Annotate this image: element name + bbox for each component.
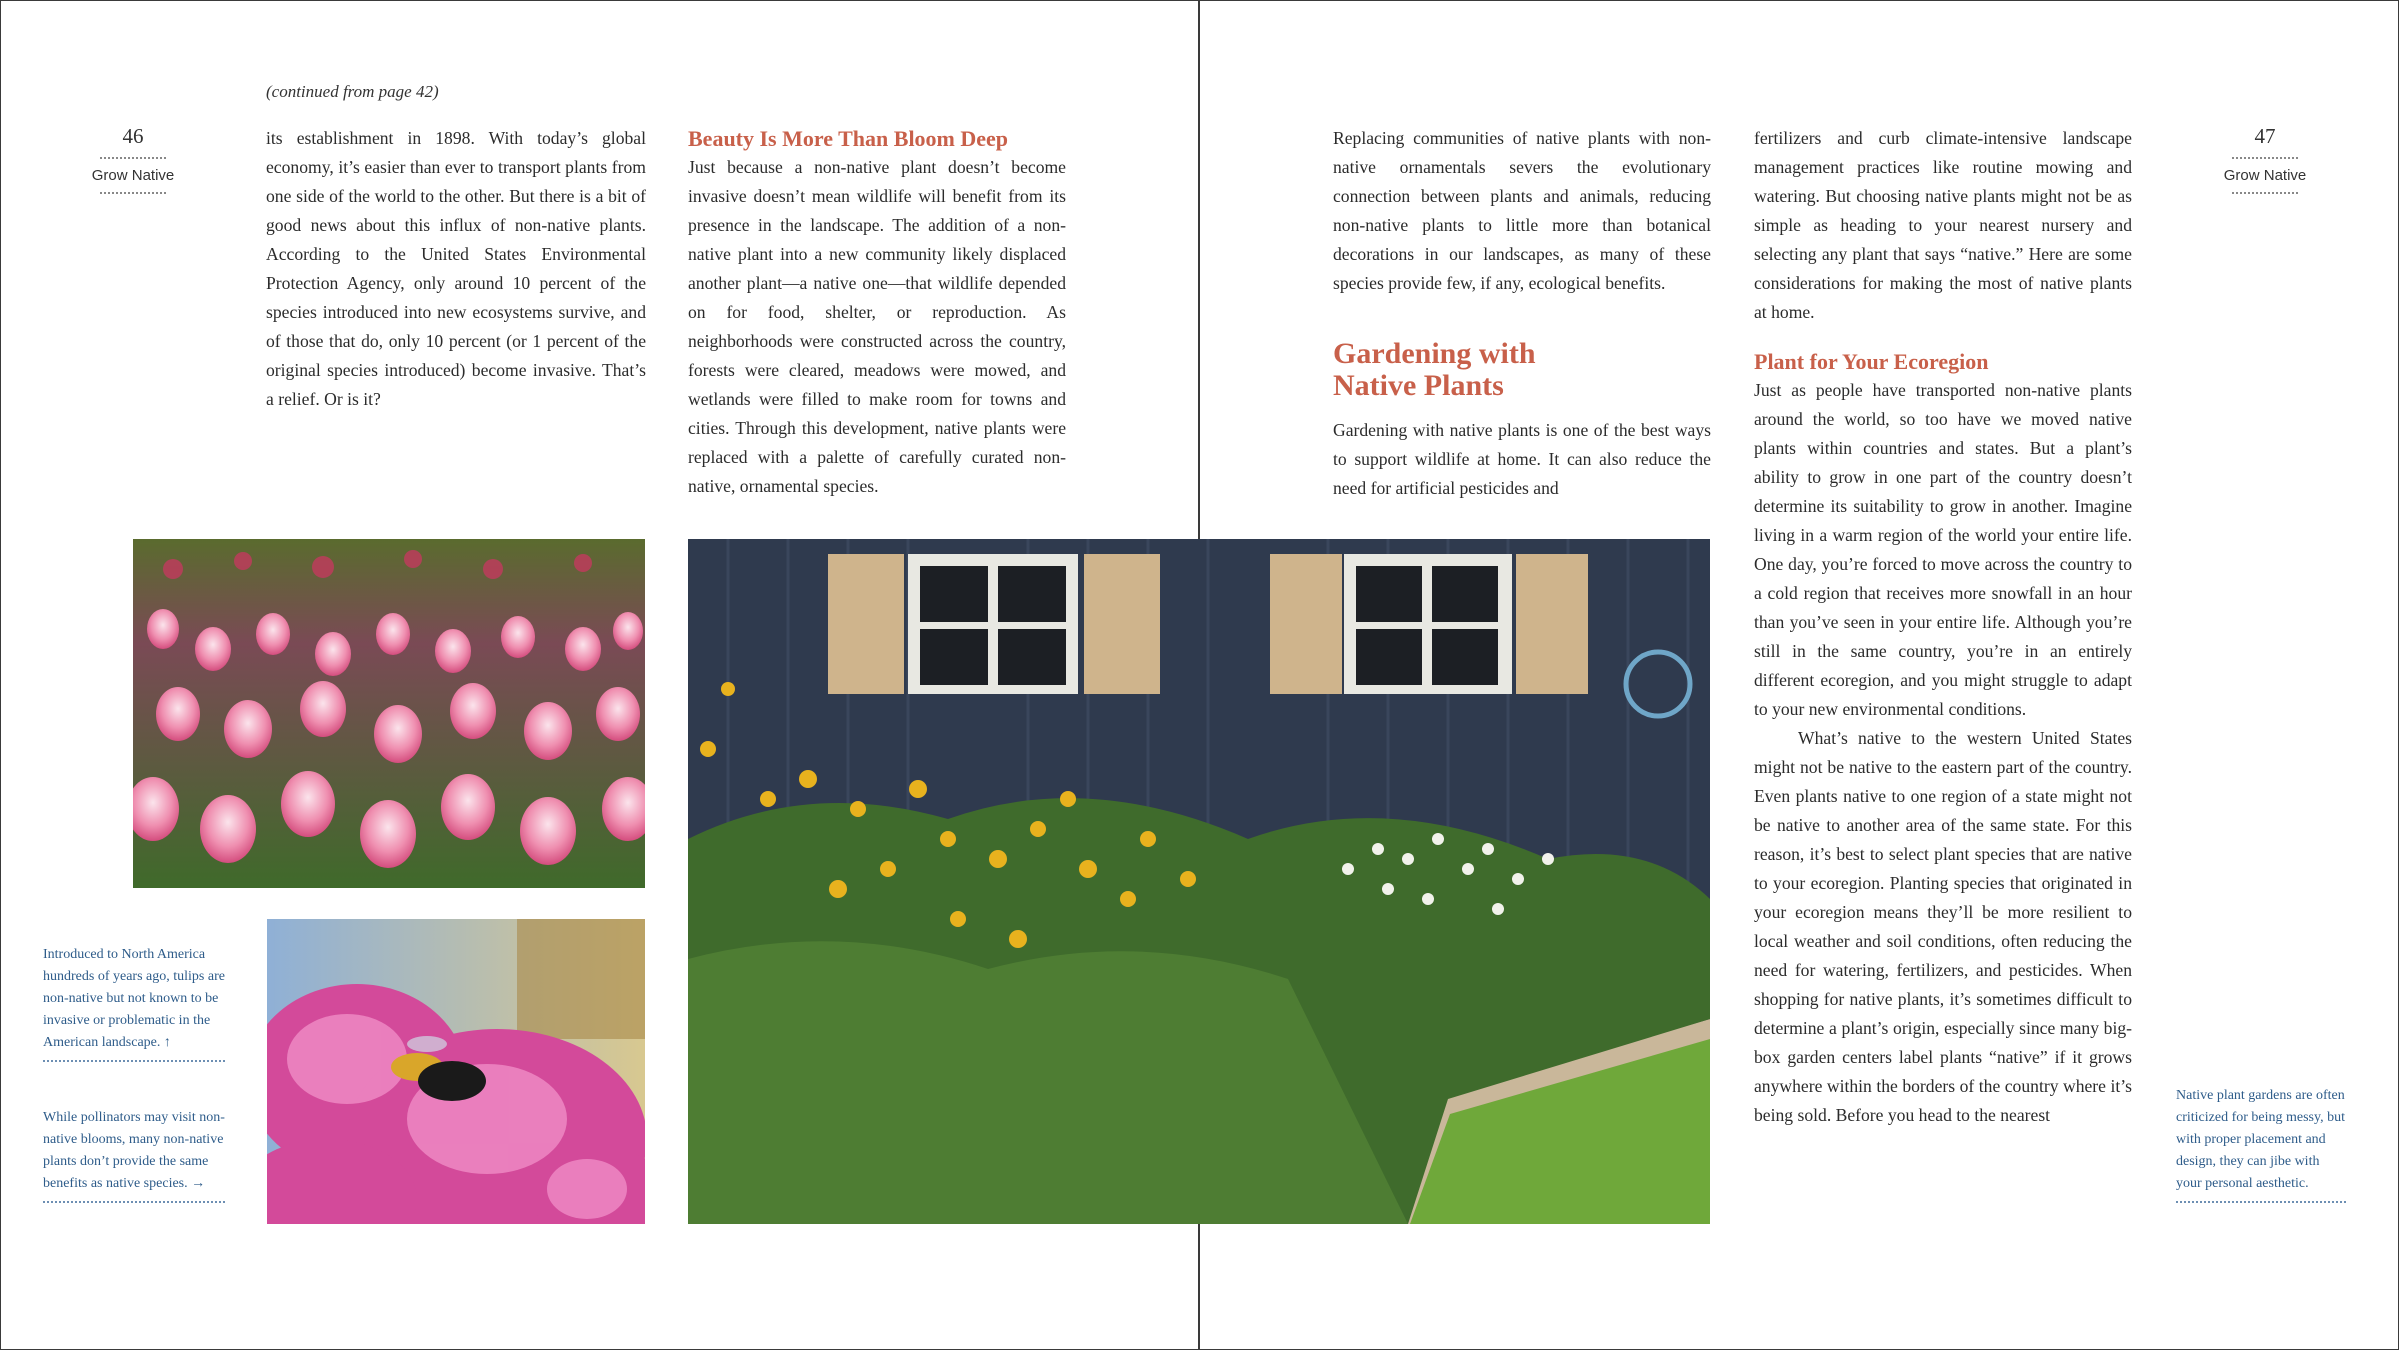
tulip-caption <box>43 944 225 1062</box>
left-column-2 <box>688 124 1066 501</box>
subheading: Plant for Your Ecoregion <box>1754 349 1989 374</box>
left-column-1 <box>266 124 646 414</box>
garden-photo <box>688 539 1710 1224</box>
body-text: Gardening with native plants is one of the best ways to support wildlife at home. It can also reduce the need for artificial pesticides and <box>1333 420 1711 498</box>
left-folio <box>58 124 208 194</box>
right-folio <box>2190 124 2340 194</box>
tulip-photo <box>133 539 645 888</box>
continued-note: (continued from page 42) <box>266 82 439 101</box>
body-text: Replacing communities of native plants with non-native ornamentals severs the evolutionary connection between plants and animals, reducing non-native plants to little more than botanical decorations in our landscapes, as many of these species provide few, if any, ecological benefits. <box>1333 128 1711 293</box>
page-number: 46 <box>122 124 144 148</box>
section-heading: Gardening with Native Plants <box>1333 337 1536 402</box>
body-text: Just because a non-native plant doesn’t become invasive doesn’t mean wildlife will benefit from its presence in the landscape. The addition of a non-native plant into a new community likely displaced another plant—a native one—that wildlife depended on for food, shelter, or reproduction. As neighborhoods were constructed across the country, forests were cleared, meadows were mowed, and wetlands were filled to make room for towns and cities. Through this development, native plants were replaced with a palette of carefully curated non-native, ornamental species. <box>688 157 1066 496</box>
right-column-1 <box>1333 124 1711 298</box>
page-number: 47 <box>2254 124 2276 148</box>
right-column-1-continued <box>1333 416 1711 503</box>
body-text: Just as people have transported non-native plants around the world, so too have we moved native plants within countries and states. But a plant’s ability to grow in one part of the country doesn’t determine its suitability to grow in another. Imagine living in a warm region of the world your entire life. One day, you’re forced to move across the country to a cold region that receives more snowfall in an hour than you’ve seen in your entire life. Although you’re still in the same country, you’re in an entirely different ecoregion, and you might struggle to adapt to your new environmental conditions. <box>1754 380 2132 719</box>
bee-caption <box>43 1107 225 1203</box>
running-head: Grow Native <box>91 167 175 184</box>
subheading: Beauty Is More Than Bloom Deep <box>688 126 1009 151</box>
caption-text: Introduced to North America hundreds of years ago, tulips are non-native but not known to be invasive or problematic in the American landscape. ↑ <box>43 947 225 1050</box>
right-column-2 <box>1754 124 2132 1130</box>
running-head: Grow Native <box>2223 167 2307 184</box>
bee-on-dahlia-photo <box>267 919 645 1224</box>
caption-text: Native plant gardens are often criticized for being messy, but with proper placement and design, they can jibe with your personal aesthetic. <box>2176 1088 2345 1191</box>
body-text: its establishment in 1898. With today’s global economy, it’s easier than ever to transport plants from one side of the world to the other. But there is a bit of good news about this influx of non-native plants. According to the United States Environmental Protection Agency, only around 10 percent of the species introduced into new ecosystems survive, and of those that do, only 10 percent (or 1 percent of the original species introduced) become invasive. That’s a relief. Or is it? <box>266 128 646 409</box>
caption-text: While pollinators may visit non-native blooms, many non-native plants don’t provide the same benefits as native species. → <box>43 1110 225 1191</box>
body-text: What’s native to the western United States might not be native to the eastern part of the country. Even plants native to one region of a state might not be native to another area of the same state. For this reason, it’s best to select plant species that are native to your ecoregion. Planting species that originated in your ecoregion means they’ll be more resilient to local weather and soil conditions, often reducing the need for watering, fertilizers, and pesticides. When shopping for native plants, it’s sometimes difficult to determine a plant’s origin, especially since many big-box garden centers label plants “native” if it grows anywhere within the borders of the country where it’s being sold. Before you head to the nearest <box>1754 728 2132 1125</box>
body-text: fertilizers and curb climate-intensive landscape management practices like routine mowing and watering. But choosing native plants might not be as simple as heading to your nearest nursery and selecting any plant that says “native.” Here are some considerations for making the most of native plants at home. <box>1754 128 2132 322</box>
garden-caption <box>2176 1085 2346 1203</box>
